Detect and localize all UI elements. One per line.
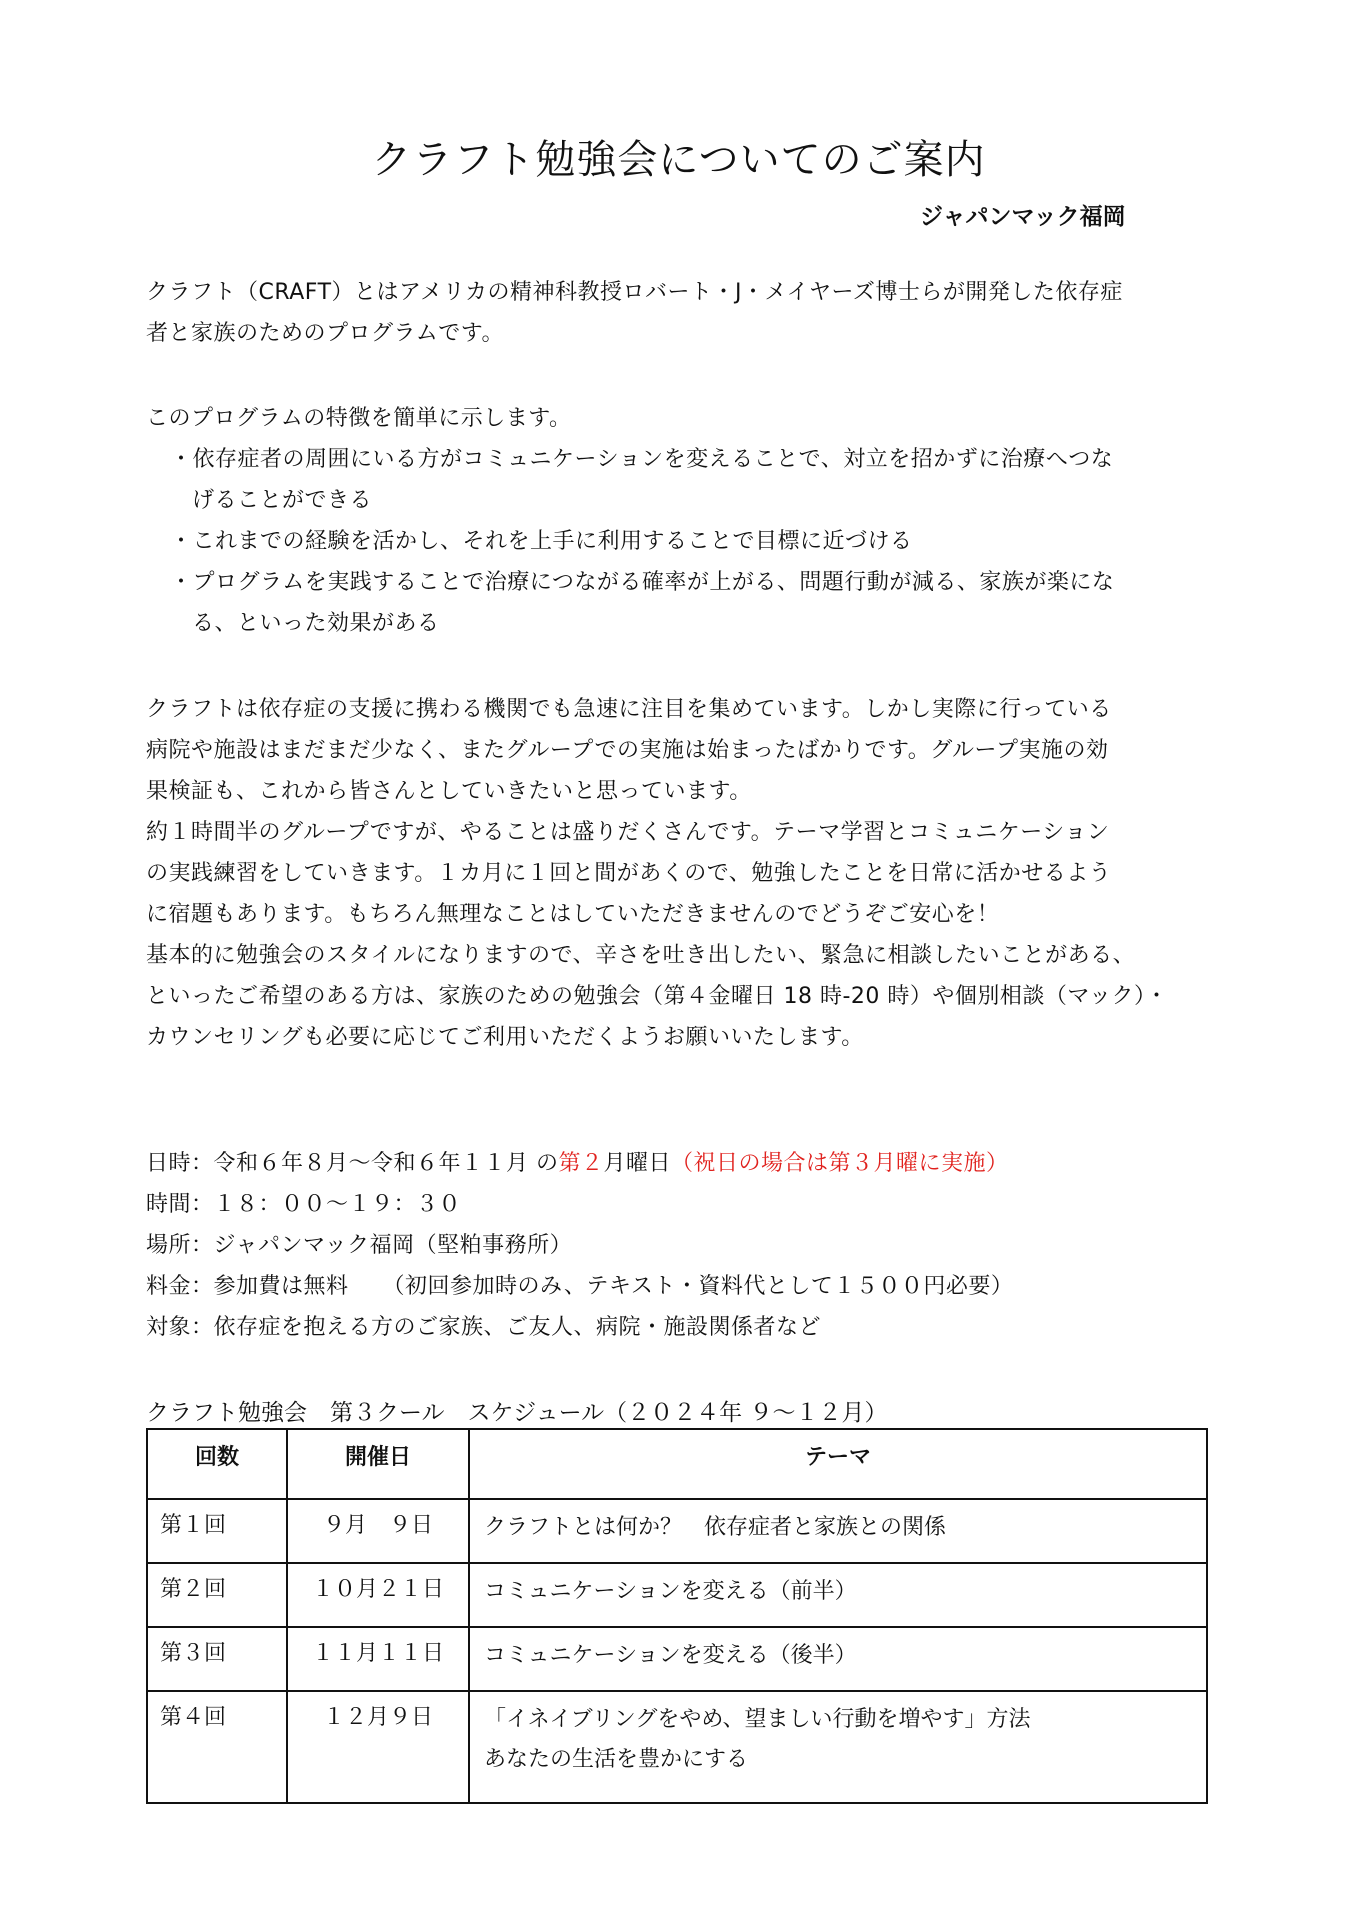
- body-paragraph: [146, 689, 1168, 1058]
- column-header: テーマ: [469, 1429, 1207, 1499]
- detail-date: [146, 1143, 1013, 1184]
- session-theme: [469, 1691, 1207, 1803]
- session-date: ９月 ９日: [287, 1499, 469, 1563]
- date-highlight: 第２: [558, 1151, 604, 1176]
- body-line: 約１時間半のグループですが、やることは盛りだくさんです。テーマ学習とコミュニケーション: [146, 820, 1110, 845]
- feature-text: ・これまでの経験を活かし、それを上手に利用することで目標に近づける: [170, 529, 913, 554]
- organization-name: ジャパンマック福岡: [920, 204, 1126, 230]
- body-line: カウンセリングも必要に応じてご利用いただくようお願いいたします。: [146, 1025, 864, 1050]
- table-row: [147, 1627, 1207, 1691]
- body-line: といったご希望のある方は、家族のための勉強会（第４金曜日 18 時-20 時）や個別相談（マック）・: [146, 984, 1169, 1009]
- schedule-heading: クラフト勉強会 第３クール スケジュール（２０２４年 ９～１２月）: [146, 1400, 888, 1426]
- feature-text: ・依存症者の周囲にいる方がコミュニケーションを変えることで、対立を招かずに治療へつな: [170, 447, 1114, 472]
- session-date: １２月９日: [287, 1691, 469, 1803]
- detail-place: 場所：ジャパンマック福岡（堅粕事務所）: [146, 1233, 573, 1258]
- session-date: １０月２１日: [287, 1563, 469, 1627]
- date-text: 日時：令和６年８月～令和６年１１月 の: [146, 1151, 559, 1176]
- feature-text: る、といった効果がある: [192, 611, 440, 636]
- session-number: 第３回: [147, 1627, 287, 1691]
- detail-target: 対象：依存症を抱える方のご家族、ご友人、病院・施設関係者など: [146, 1315, 822, 1340]
- session-number: 第２回: [147, 1563, 287, 1627]
- session-theme: コミュニケーションを変える（後半）: [469, 1627, 1207, 1691]
- table-header-row: [147, 1429, 1207, 1499]
- table-row: [147, 1691, 1207, 1803]
- detail-time: 時間：１８：００～１９：３０: [146, 1192, 462, 1217]
- holiday-note: （祝日の場合は第３月曜に実施）: [671, 1151, 1009, 1176]
- session-date: １１月１１日: [287, 1627, 469, 1691]
- body-line: 果検証も、これから皆さんとしていきたいと思っています。: [146, 779, 752, 804]
- feature-bullet-2: [146, 521, 1114, 562]
- features-section: [146, 398, 1114, 644]
- intro-line: クラフト（CRAFT）とはアメリカの精神科教授ロバート・J・メイヤーズ博士らが開発した依存症: [146, 280, 1123, 305]
- table-row: [147, 1499, 1207, 1563]
- theme-line: 「イネイブリングをやめ、望ましい行動を増やす」方法: [484, 1707, 1031, 1732]
- feature-text: ・プログラムを実践することで治療につながる確率が上がる、問題行動が減る、家族が楽にな: [170, 570, 1115, 595]
- table-row: [147, 1563, 1207, 1627]
- body-line: クラフトは依存症の支援に携わる機関でも急速に注目を集めています。しかし実際に行っている: [146, 697, 1112, 722]
- body-line: に宿題もあります。もちろん無理なことはしていただきませんのでどうぞご安心を！: [146, 902, 1000, 927]
- page-title: クラフト勉強会についてのご案内: [371, 137, 986, 183]
- detail-fee: 料金：参加費は無料 （初回参加時のみ、テキスト・資料代として１５００円必要）: [146, 1274, 1014, 1299]
- schedule-table: [146, 1428, 1208, 1804]
- event-details: [146, 1143, 1013, 1348]
- body-line: 基本的に勉強会のスタイルになりますので、辛さを吐き出したい、緊急に相談したいことがある、: [146, 943, 1136, 968]
- body-line: 病院や施設はまだまだ少なく、またグループでの実施は始まったばかりです。グループ実施の効: [146, 738, 1109, 763]
- date-text: 月曜日: [603, 1151, 672, 1176]
- theme-line: あなたの生活を豊かにする: [484, 1747, 749, 1772]
- feature-bullet-1: [146, 439, 1114, 521]
- session-number: 第４回: [147, 1691, 287, 1803]
- intro-paragraph: [146, 272, 1123, 354]
- feature-bullet-3: [146, 562, 1114, 644]
- session-theme: コミュニケーションを変える（前半）: [469, 1563, 1207, 1627]
- session-number: 第１回: [147, 1499, 287, 1563]
- column-header: 回数: [147, 1429, 287, 1499]
- intro-line: 者と家族のためのプログラムです。: [146, 321, 505, 346]
- features-lead: このプログラムの特徴を簡単に示します。: [146, 406, 572, 431]
- body-line: の実践練習をしていきます。１カ月に１回と間があくので、勉強したことを日常に活かせるよう: [146, 861, 1112, 886]
- feature-text: げることができる: [192, 488, 373, 513]
- session-theme: クラフトとは何か？ 依存症者と家族との関係: [469, 1499, 1207, 1563]
- column-header: 開催日: [287, 1429, 469, 1499]
